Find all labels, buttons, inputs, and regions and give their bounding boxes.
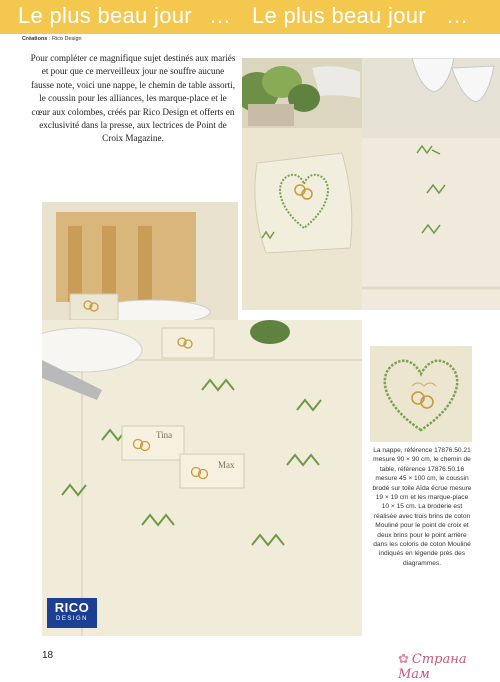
rico-design-logo: [47, 598, 97, 628]
chair-illustration: [42, 202, 238, 320]
breadcrumb: Créations : Rico Design: [22, 36, 82, 42]
breadcrumb-section: Créations: [22, 36, 48, 42]
banner-separator: …: [209, 3, 232, 28]
banner-title-repeat: Le plus beau jour: [252, 3, 426, 28]
place-card-name-2: Max: [218, 460, 235, 470]
banner-title: Le plus beau jour: [18, 3, 192, 28]
breadcrumb-brand: Rico Design: [51, 36, 82, 42]
page-number: 18: [42, 650, 54, 661]
place-card-name-1: Tina: [156, 430, 173, 440]
heart-illustration: [370, 346, 472, 442]
intro-text: Pour compléter ce magnifique sujet destinés aux mariés et pour que ce merveilleux jour ne souffre aucune fausse note, voici une nappe, le chemin de table assorti, le coussin pour les alliances, les marque-place et le cœur aux colombes, créés par Rico Design et offerts en exclusivité dans la presse, aux lectrices de Point de Croix Magazine.: [30, 53, 236, 144]
photo-tablecloth: [42, 320, 362, 636]
caption-text: La nappe, référence 17876.50.21 mesure 90 × 90 cm, le chemin de table, référence 17876.50.16 mesure 45 × 100 cm, le coussin brodé sur toile Aïda écrue mesure 19 × 19 cm et les marque-place 10 × 15 cm. La broderie est réalisée avec trois brins de coton Mouliné pour le point de croix et deux brins pour le point arrière dans les coloris de coton Mouliné indiqués en légende près des diagrammes.: [372, 447, 472, 567]
photo-heart: [370, 346, 472, 442]
photo-table-corner: [362, 58, 500, 310]
logo-line-1: RICO: [54, 600, 90, 615]
photo-chair: [42, 202, 238, 320]
logo-line-2: DESIGN: [55, 616, 88, 622]
tablecloth-illustration: [42, 320, 362, 636]
table-corner-illustration: [362, 58, 500, 310]
watermark: ✿ Страна Мам: [398, 652, 500, 682]
banner-separator-repeat: …: [446, 3, 469, 28]
header-banner: [0, 0, 500, 34]
photo-cushion: [242, 58, 362, 310]
cushion-illustration: [242, 58, 362, 310]
